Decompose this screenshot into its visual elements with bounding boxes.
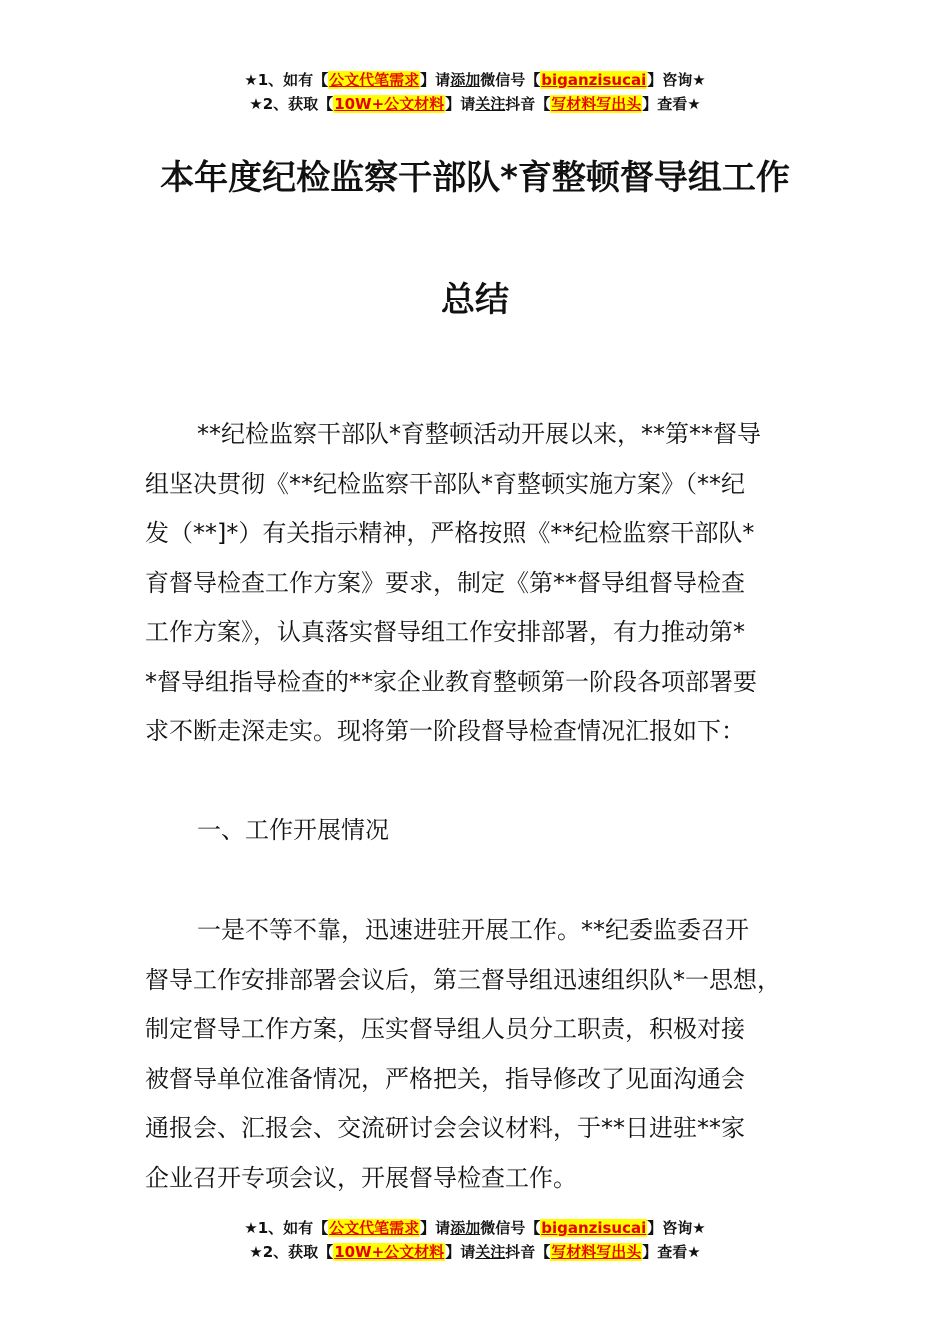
section-heading-text: 一、工作开展情况: [197, 816, 389, 844]
promo-text: 微信号【: [480, 1219, 541, 1237]
promo-underlined: 添加: [450, 71, 481, 89]
paragraph-line: 企业召开专项会议，开展督导检查工作。: [145, 1163, 577, 1192]
promo-text: ★1、如有【: [244, 1219, 329, 1237]
paragraph-line: 工作方案》，认真落实督导组工作安排部署，有力推动第*: [145, 618, 745, 646]
promo-highlight: 写材料写出头: [551, 95, 642, 113]
promo-text: 】咨询★: [647, 1219, 706, 1237]
promo-highlight: 公文代笔需求: [329, 1219, 420, 1237]
promo-highlight: 写材料写出头: [551, 1243, 642, 1261]
paragraph-line: 通报会、汇报会、交流研讨会会议材料，于**日进驻**家: [145, 1114, 745, 1142]
promo-text: ★2、获取【: [249, 95, 334, 113]
paragraph-line: 发（**]*）有关指示精神，严格按照《**纪检监察干部队*: [145, 519, 755, 547]
top-promo-banner: [0, 68, 950, 116]
promo-underlined: 关注: [475, 1243, 506, 1261]
intro-paragraph: [145, 410, 810, 757]
promo-underlined: 添加: [450, 1219, 481, 1237]
work-paragraph: [145, 906, 810, 1203]
paragraph-line: 被督导单位准备情况，严格把关，指导修改了见面沟通会: [145, 1064, 745, 1093]
paragraph-line: 组坚决贯彻《**纪检监察干部队*育整顿实施方案》（**纪: [145, 469, 745, 498]
promo-highlight: biganzisucai: [541, 1219, 647, 1237]
promo-text: 】请: [445, 1243, 476, 1261]
promo-line-1: [0, 68, 950, 92]
promo-line-2: [0, 92, 950, 116]
promo-highlight: 公文代笔需求: [329, 71, 420, 89]
promo-text: ★2、获取【: [249, 1243, 334, 1261]
document-title-line-1: 本年度纪检监察干部队*育整顿督导组工作: [160, 158, 790, 198]
promo-highlight: 10W+公文材料: [334, 1243, 445, 1261]
paragraph-line: 育督导检查工作方案》要求，制定《第**督导组督导检查: [145, 568, 745, 597]
promo-text: 】查看★: [642, 95, 701, 113]
section-heading: [145, 806, 810, 856]
paragraph-line: *督导组指导检查的**家企业教育整顿第一阶段各项部署要: [145, 667, 757, 696]
promo-text: 】请: [420, 1219, 451, 1237]
promo-highlight: biganzisucai: [541, 71, 647, 89]
promo-text: 抖音【: [505, 1243, 551, 1261]
promo-text: 】查看★: [642, 1243, 701, 1261]
paragraph-line: 一是不等不靠，迅速进驻开展工作。**纪委监委召开: [197, 916, 749, 944]
promo-text: 微信号【: [480, 71, 541, 89]
promo-highlight: 10W+公文材料: [334, 95, 445, 113]
promo-underlined: 关注: [475, 95, 506, 113]
promo-line-1: [0, 1216, 950, 1240]
promo-text: ★1、如有【: [244, 71, 329, 89]
promo-text: 抖音【: [505, 95, 551, 113]
paragraph-line: 求不断走深走实。现将第一阶段督导检查情况汇报如下：: [145, 717, 745, 745]
document-title-line-2: 总结: [441, 280, 509, 320]
paragraph-line: 制定督导工作方案，压实督导组人员分工职责，积极对接: [145, 1015, 745, 1043]
promo-text: 】请: [445, 95, 476, 113]
promo-text: 】请: [420, 71, 451, 89]
paragraph-line: **纪检监察干部队*育整顿活动开展以来，**第**督导: [197, 420, 761, 448]
paragraph-line: 督导工作安排部署会议后，第三督导组迅速组织队*一思想，: [145, 965, 781, 994]
promo-line-2: [0, 1240, 950, 1264]
bottom-promo-banner: [0, 1216, 950, 1264]
promo-text: 】咨询★: [647, 71, 706, 89]
